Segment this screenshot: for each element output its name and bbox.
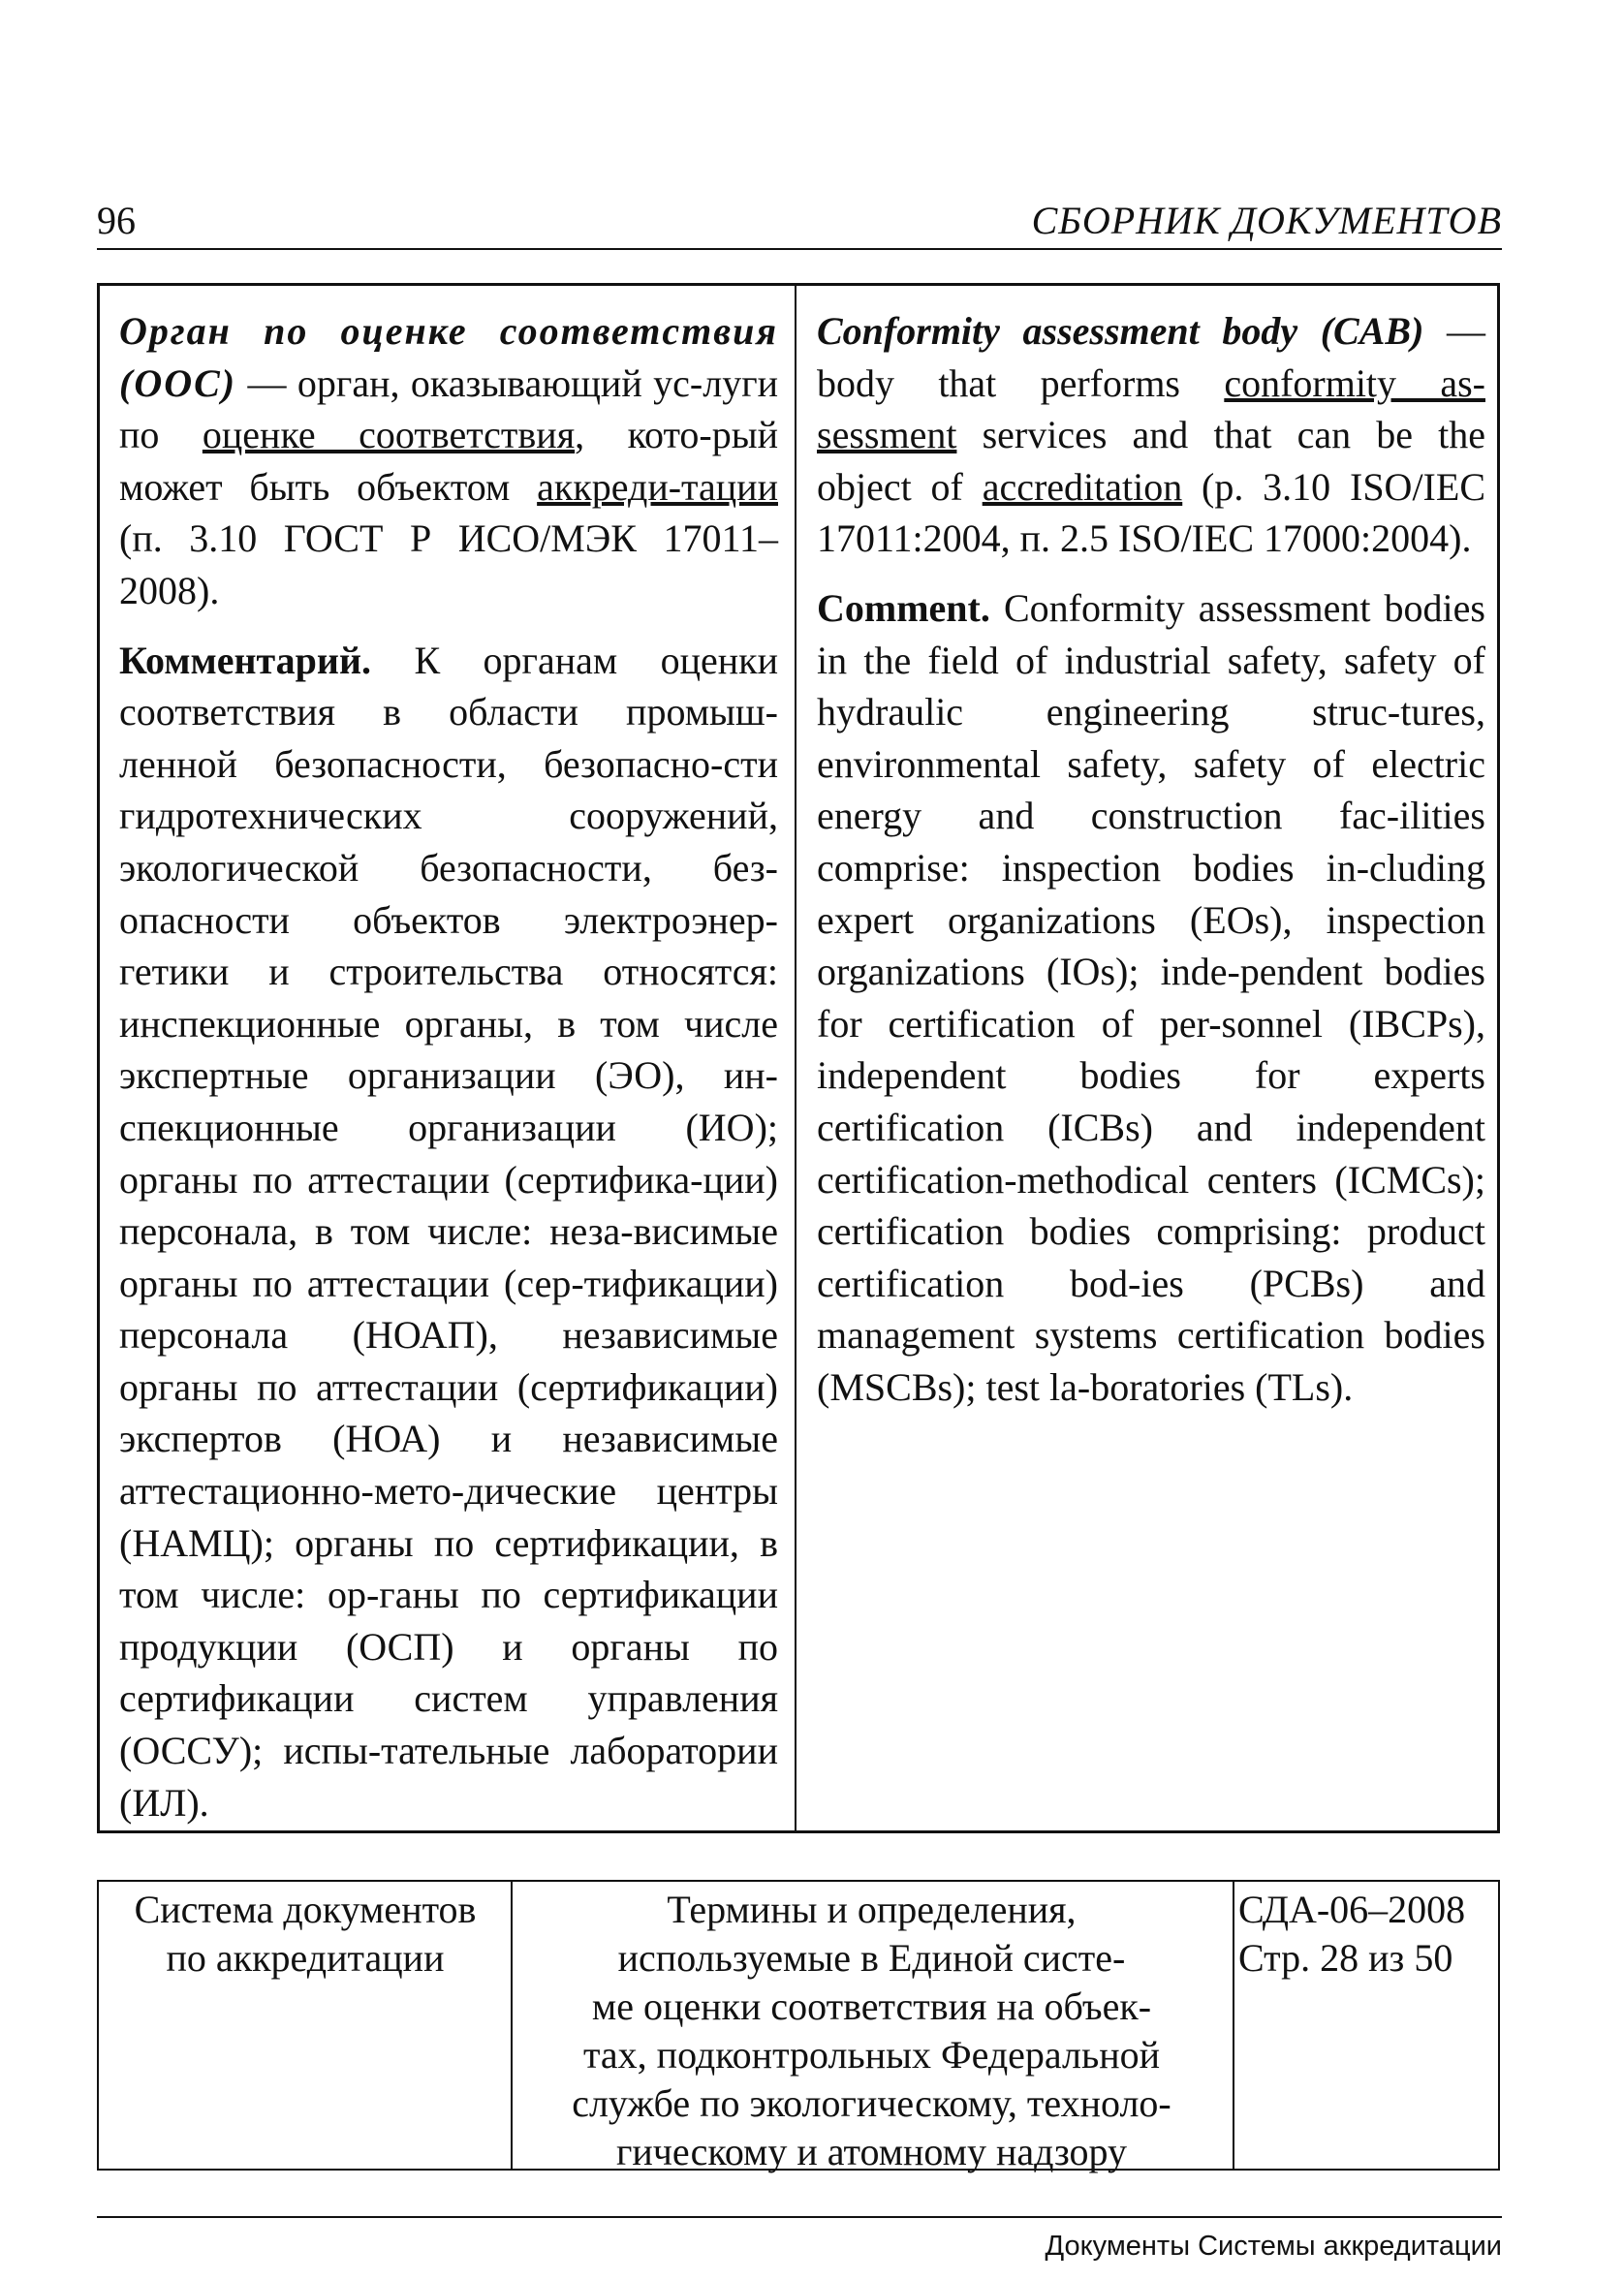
doc-system-line: по аккредитации [166, 1936, 445, 1980]
russian-column [119, 305, 778, 1828]
doc-page-indicator: Стр. 28 из 50 [1238, 1936, 1453, 1980]
doc-title-cell [515, 1886, 1228, 2176]
doc-title-line: ме оценки соответствия на объек- [591, 1984, 1152, 2028]
doc-system-cell [103, 1886, 508, 1983]
english-column [817, 305, 1485, 1413]
doc-title-line: Термины и определения, [667, 1888, 1077, 1931]
link-accreditation-ru[interactable]: аккреди-тации [537, 464, 778, 509]
footer-rule [97, 2216, 1502, 2218]
doc-code-cell [1238, 1886, 1498, 1983]
link-conformity-assessment-ru[interactable]: оценке соответствия [202, 413, 576, 457]
comment-label-en: Comment. [817, 585, 990, 630]
comment-label-ru: Комментарий. [119, 638, 372, 682]
term-ru: Орган по оценке соответствия (ООС) [119, 309, 778, 405]
comment-ru [119, 635, 778, 1829]
doc-title-line: тах, подконтрольных Федеральной [582, 2033, 1161, 2077]
doc-table-divider [1233, 1882, 1234, 2169]
comment-text-ru: К органам оценки соответствия в области промыш-ленной безопасности, безопасно-сти гидротехнических сооружений, экологической безопасности, без-опасности объектов электроэнер-гетики и строительства относятся: инспекционные органы, в том числе экспертные организации (ЭО), ин-спекционные организации (ИО); органы по аттестации (сертифика-ции) персонала, в том числе: неза-висимые органы по аттестации (сер-тификации) персонала (НОАП), независимые органы по аттестации (сертификации) экспертов (НОА) и независимые аттестационно-мето-дические центры (НАМЦ); органы по сертификации, в том числе: ор-ганы по сертификации продукции (ОСП) и органы по сертификации систем управления (ОССУ); испы-тательные лаборатории (ИЛ). [119, 638, 778, 1825]
doc-title-line: используемые в Единой систе- [617, 1936, 1126, 1980]
link-conformity-assessment-en[interactable]: conformity as-sessment [817, 360, 1485, 457]
bilingual-table [97, 283, 1500, 1833]
page-header [97, 194, 1502, 250]
column-divider [795, 286, 796, 1830]
document-info-table [97, 1880, 1500, 2171]
doc-title-line: гическому и атомному надзору [615, 2130, 1127, 2173]
doc-title-line: службе по экологическому, техноло- [572, 2081, 1171, 2125]
page-number: 96 [97, 199, 136, 242]
comment-en [817, 582, 1485, 1414]
comment-text-en: Conformity assessment bodies in the field of industrial safety, safety of hydraulic engineering struc-tures, environmental safety, safety of electric energy and construction fac-ilities comprise: inspection bodies in-cluding expert organizations (EOs), inspection organizations (IOs); inde-pendent bodies for certification of per-sonnel (IBCPs), independent bodies for experts certification (ICBs) and independent certification-methodical centers (ICMCs); certification bodies comprising: product certification bod-ies (PCBs) and management systems certification bodies (MSCBs); test la-boratories (TLs). [817, 585, 1485, 1409]
doc-table-divider [511, 1882, 513, 2169]
definition-ru: Орган по оценке соответствия (ООС) — орган, оказывающий ус-луги по оценке соответствия, кото-рый может быть объектом аккреди-тации (п. 3.10 ГОСТ Р ИСО/МЭК 17011–2008). [119, 309, 779, 612]
term-en: Conformity assessment body (CAB) [817, 309, 1424, 353]
doc-code: СДА-06–2008 [1238, 1888, 1466, 1931]
definition-en: Conformity assessment body (CAB) — body that performs conformity as-sessment services and that can be the object of accreditation (p. 3.10 ISO/IEC 17011:2004, п. 2.5 ISO/IEC 17000:2004). [817, 309, 1485, 561]
link-accreditation-en[interactable]: accreditation [982, 464, 1183, 509]
doc-system-line: Система документов [134, 1888, 477, 1931]
footer-text: Документы Системы аккредитации [1045, 2231, 1502, 2262]
running-title: СБОРНИК ДОКУМЕНТОВ [1031, 199, 1502, 242]
